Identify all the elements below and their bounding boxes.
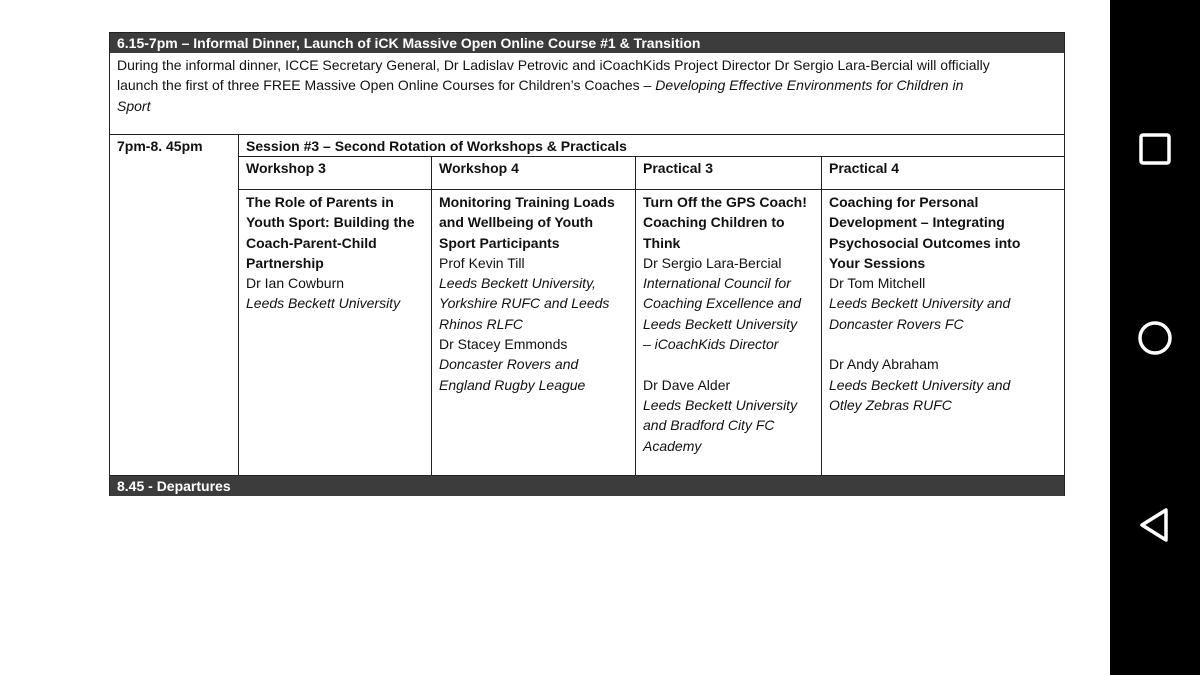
presenter-affiliation: Leeds Beckett University and [829,376,1011,393]
presenter-affiliation: – iCoachKids Director [643,336,779,353]
presenter-name: Dr Sergio Lara-Bercial [643,254,782,271]
presenter-affiliation: Rhinos RLFC [439,315,524,332]
home-button[interactable] [1135,318,1175,358]
presenter-name: Dr Tom Mitchell [829,275,926,292]
circle-home-icon [1135,318,1175,358]
departures-footer-band: 8.45 - Departures [110,476,1064,496]
session-title-line: Youth Sport: Building the [246,214,415,231]
session-title-line: Coach-Parent-Child [246,234,377,251]
column-header-workshop-4: Workshop 4 [439,160,519,176]
intro-line-2-plain: launch the first of three FREE Massive Open Online Courses for Children’s Coaches – [117,77,656,94]
session-cell-workshop-3 [239,192,431,314]
intro-line-2 [117,75,1060,95]
presenter-affiliation: Otley Zebras RUFC [829,396,952,413]
session-title-line: The Role of Parents in [246,194,394,210]
presenter-name: Dr Dave Alder [643,376,731,393]
presenter-affiliation: Leeds Beckett University [643,315,798,332]
presenter-affiliation: Academy [643,437,702,454]
back-button[interactable] [1135,505,1175,545]
presenter-affiliation: Doncaster Rovers and [439,356,579,373]
presenter-affiliation: Doncaster Rovers FC [829,315,964,332]
presenter-affiliation: Coaching Excellence and [643,295,801,312]
session-title-line: Coaching for Personal [829,194,979,210]
presenter-affiliation: England Rugby League [439,376,586,393]
presenter-affiliation: Yorkshire RUFC and Leeds [439,295,610,312]
rule-after-intro [110,134,1064,135]
session-title-line: Your Sessions [829,254,926,271]
column-header-workshop-3: Workshop 3 [246,160,326,176]
intro-line-3-italic: Sport [117,97,151,114]
session-title-line: Partnership [246,254,324,271]
rule-after-column-headers [239,189,1064,190]
presenter-affiliation: International Council for [643,275,791,292]
session-title-line: Psychosocial Outcomes into [829,234,1021,251]
session-title-line: and Wellbeing of Youth [439,214,593,231]
presenter-affiliation: Leeds Beckett University [643,396,798,413]
presenter-affiliation: Leeds Beckett University and [829,295,1011,312]
presenter-affiliation: and Bradford City FC [643,417,775,434]
session-cell-workshop-4 [432,192,635,395]
recents-button[interactable] [1135,129,1175,169]
session-time: 7pm-8. 45pm [117,138,203,154]
column-header-practical-3: Practical 3 [643,160,714,176]
session-title-line: Monitoring Training Loads [439,194,615,210]
session-title-line: Sport Participants [439,234,560,251]
session-title-line: Think [643,234,681,251]
android-nav-bar [1110,0,1200,675]
presenter-spacer [829,334,1060,354]
schedule-table [109,32,1065,496]
square-recents-icon [1135,129,1175,169]
presenter-spacer [643,354,817,374]
intro-line-2-italic: Developing Effective Environments for Children in [655,77,964,94]
triangle-back-icon [1135,505,1175,545]
presenter-name: Dr Stacey Emmonds [439,336,568,353]
session-title-line: Coaching Children to [643,214,785,231]
session-title-line: Development – Integrating [829,214,1005,231]
session-title: Session #3 – Second Rotation of Workshops & Practicals [246,138,627,154]
presenter-name: Prof Kevin Till [439,254,525,271]
presenter-name: Dr Ian Cowburn [246,275,345,292]
presenter-affiliation: Leeds Beckett University, [439,275,596,292]
dinner-header-band: 6.15-7pm – Informal Dinner, Launch of iCK Massive Open Online Course #1 & Transition [110,33,1064,53]
session-cell-practical-3 [636,192,821,456]
presenter-affiliation: Leeds Beckett University [246,295,401,312]
session-cell-practical-4 [822,192,1064,415]
intro-line-1: During the informal dinner, ICCE Secretary General, Dr Ladislav Petrovic and iCoachKids Project Director Dr Sergio Lara-Bercial will officially [117,57,990,73]
session-title-line: Turn Off the GPS Coach! [643,194,807,210]
intro-paragraph [110,54,1064,134]
column-header-practical-4: Practical 4 [829,160,900,176]
presenter-name: Dr Andy Abraham [829,356,939,373]
